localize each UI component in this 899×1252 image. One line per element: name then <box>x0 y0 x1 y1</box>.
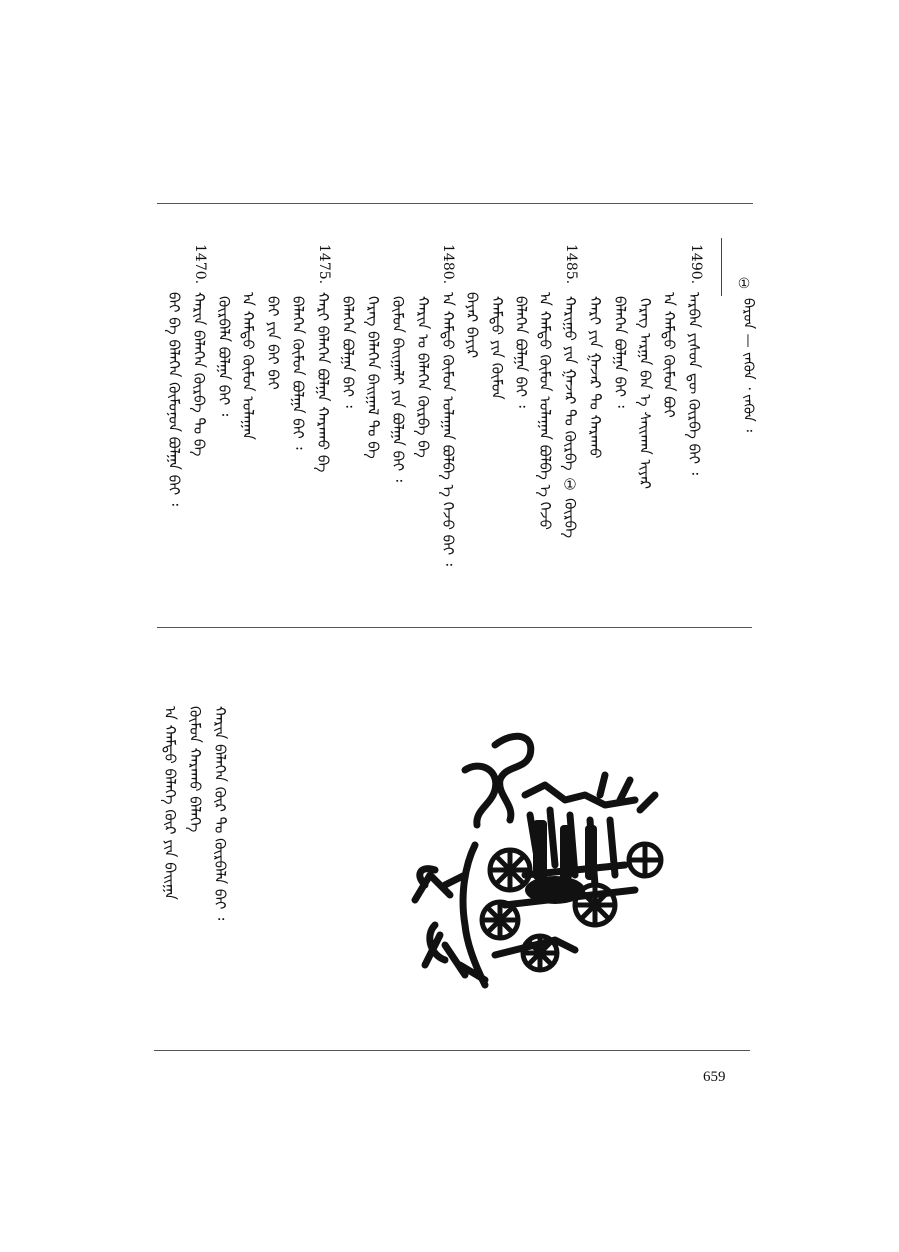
footnote-separator <box>721 238 722 296</box>
verse-line: ᠬᠦᠷᠪᠡᠯᠡ ᠪᠣᠯᠭᠠ ᠪᠠᠢ ᠄ <box>215 296 233 417</box>
verse-line: ᠠᠷᠪᠠᠨ ᠶᠢᠰᠦᠨ ᠳᠦ ᠬᠦᠷᠪᠡ ᠪᠠᠢ ᠄ <box>685 292 703 475</box>
verse-line: ᠠ ᠬᠠᠮᠲᠤ ᠬᠦᠮᠦᠨ ᠤᠯᠠᠭᠠᠨ <box>239 292 257 440</box>
rock-art-chariot-icon <box>405 725 675 1005</box>
verse-line: ᠪᠡᠯᠡᠭᠡᠨ ᠪᠣᠯᠭᠠ ᠪᠠᠢ ᠄ <box>339 296 357 408</box>
verse-line: ᠬᠠᠷᠢᠨ ᠤ ᠪᠡᠯᠡᠭᠡᠨ ᠬᠦᠷᠪᠡ ᠪᠠ <box>414 296 432 458</box>
verse-line: ᠬᠡᠷᠡᠭ ᠠᠷᠭᠠ ᠪᠠᠨ ᠡ ᠰᠠᠢᠬᠠᠨ ᠢᠶᠡᠷ <box>636 298 654 489</box>
page-number: 659 <box>703 1069 726 1085</box>
line-number-1485: 1485. <box>563 244 579 285</box>
line-number-1490: 1490. <box>688 244 704 285</box>
footnote-text: ᠪᠠᠷᠤᠨ — ᠵᠡᠭᠦᠨ ᠂ ᠵᠡᠭᠦᠨ ᠄ <box>740 298 756 432</box>
verse-line: ᠪᠠᠶᠠᠷ ᠪᠠᠶᠢᠷ <box>463 292 481 359</box>
verse-line: ᠪᠡᠯᠡᠭᠡᠨ ᠪᠣᠯᠭᠠ ᠪᠠᠢ ᠄ <box>512 296 530 408</box>
bottom-rule <box>154 1050 750 1051</box>
caption-line: ᠬᠦᠮᠦᠨ ᠬᠠᠷᠠᠬᠤ ᠪᠡᠯᠡᠭᠡ <box>186 706 204 833</box>
footnote-marker: ① <box>736 276 752 292</box>
verse-line: ᠬᠦᠮᠦᠨ ᠪᠠᠢᠭᠠᠯᠢ ᠶᠢᠨ ᠪᠣᠯᠭᠠ ᠪᠠᠢ ᠄ <box>389 296 407 482</box>
line-number-1470: 1470. <box>192 244 208 285</box>
verse-line: ᠪᠡᠯᠡᠭᠡᠨ ᠬᠦᠮᠦᠨ ᠪᠣᠯᠭᠠ ᠪᠠᠢ ᠄ <box>289 296 307 450</box>
verse-line: ᠠ ᠬᠠᠮᠲᠤ ᠬᠦᠮᠦᠨ ᠤᠯᠠᠭᠠᠨ ᠪᠣᠯᠪᠠ ᠡ ᠭᠡᠵᠦ ᠪᠠᠢ ᠄ <box>439 292 457 566</box>
verse-line: ᠪᠡᠯᠡᠭᠡᠨ ᠪᠣᠯᠭᠠ ᠪᠠᠢ ᠄ <box>611 296 629 408</box>
verse-line: ᠬᠠᠷᠢ ᠶᠢᠨ ᠭᠠᠵᠠᠷ ᠲᠤ ᠬᠠᠷᠠᠬᠤ <box>586 296 604 459</box>
verse-line: ᠬᠠᠷᠢ ᠪᠡᠯᠡᠭᠡᠨ ᠪᠣᠯᠭᠠ ᠬᠠᠷᠠᠬᠤ ᠪᠠ <box>314 292 332 473</box>
verse-line: ᠪᠠᠢ ᠪᠠ ᠪᠡᠯᠡᠭᠡᠨ ᠬᠦᠮᠦᠨᠦᠨ ᠪᠣᠯᠭᠠ ᠪᠠᠢ ᠄ <box>165 292 183 506</box>
caption-line: ᠬᠠᠷᠢᠨ ᠪᠡᠯᠡᠭᠡᠨ ᠬᠦᠷ ᠲᠤ ᠬᠦᠷᠪᠡᠯᠡ ᠪᠠᠢ ᠄ <box>211 706 229 921</box>
line-number-1480: 1480. <box>440 244 456 285</box>
verse-line: ᠠ ᠬᠠᠮᠲᠤ ᠬᠦᠮᠦᠨ ᠤᠯᠠᠭᠠᠨ ᠪᠣᠯᠪᠠ ᠡ ᠭᠡᠵᠦ <box>536 292 554 530</box>
verse-line: ᠬᠠᠷᠢᠭᠤ ᠶᠢᠨ ᠭᠠᠵᠠᠷ ᠲᠤ ᠬᠦᠷᠪᠡ ① ᠬᠦᠷᠪᠡ <box>561 296 579 539</box>
line-number-1475: 1475. <box>316 244 332 285</box>
top-rule <box>157 203 753 204</box>
middle-rule <box>157 627 752 628</box>
verse-line: ᠬᠠᠷᠢᠨ ᠪᠡᠯᠡᠭᠡᠨ ᠬᠦᠷᠪᠡ ᠲᠤ ᠪᠠ <box>190 292 208 457</box>
verse-line: ᠬᠡᠷᠡᠭ ᠪᠡᠯᠡᠭᠡᠨ ᠪᠠᠢᠭᠠᠯ ᠲᠤ ᠪᠠ <box>364 296 382 459</box>
verse-line: ᠪᠠᠢ ᠶᠢᠨ ᠪᠠᠢ ᠪᠠᠢ <box>264 296 282 390</box>
caption-line: ᠠ ᠬᠠᠮᠲᠤ ᠪᠡᠯᠡᠭᠡ ᠬᠦᠷ ᠶᠢᠨ ᠪᠠᠢᠭᠠ <box>161 706 179 900</box>
verse-line: ᠬᠠᠮᠲᠤ ᠶᠢᠨ ᠬᠦᠮᠦᠨ <box>488 296 506 400</box>
verse-line: ᠠ ᠬᠠᠮᠲᠤ ᠬᠦᠮᠦᠨ ᠪᠤᠢ <box>660 292 678 418</box>
